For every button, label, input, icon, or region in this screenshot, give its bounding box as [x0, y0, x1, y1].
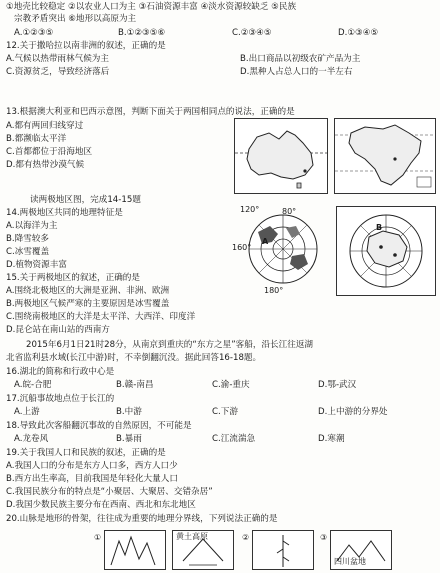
q18-option-a: A.龙卷风 — [14, 434, 49, 444]
q12-option-c: C.资源贫乏，导致经济落后 — [6, 67, 110, 77]
q18-stem: 18.导致此次客船翻沉事故的自然原因，不可能是 — [6, 421, 192, 431]
q14-stem: 14.两极地区共同的地理特征是 — [6, 208, 123, 218]
q17-option-d: D.上中游的分界处 — [318, 407, 388, 417]
mountain-label-1: ① — [94, 533, 102, 542]
q11-option-b: B.①②③⑤⑥ — [118, 28, 166, 38]
antarctic-mark-b: B — [376, 223, 383, 232]
q16-18-intro-line2: 北省监利县水域(长江中游)时，不幸倒翻沉没。据此回答16-18题。 — [6, 353, 262, 363]
q13-option-a: A.都有两回归线穿过 — [6, 121, 84, 131]
q19-option-c: C.我国民族分布的特点是“小聚居、大聚居、交错杂居” — [6, 487, 213, 497]
polar-intro: 读两极地区图，完成14-15题 — [30, 195, 141, 205]
q16-18-intro-line1: 2015年6月1日21时28分，从南京到重庆的“东方之星”客船，沿长江往返湖 — [26, 340, 314, 350]
brazil-map — [334, 118, 436, 194]
mountain-label-2: ② — [242, 533, 250, 542]
q16-option-a: A.皖-合肥 — [14, 380, 52, 390]
australia-map — [234, 118, 328, 194]
arctic-label-180: 180° — [264, 286, 284, 295]
arctic-label-80: 80° — [282, 207, 297, 216]
q18-option-d: D.寒潮 — [318, 434, 345, 444]
q11-option-d: D.①③④⑤ — [338, 28, 379, 38]
q12-option-d: D.黑种人占总人口的一半左右 — [240, 67, 353, 77]
q14-option-a: A.以海洋为主 — [6, 221, 58, 231]
arctic-polar-map — [238, 204, 328, 294]
arctic-label-160: 160° — [232, 243, 252, 252]
q15-option-d: D.昆仑站在南山站的西南方 — [6, 325, 110, 335]
q13-option-c: C.首都都位于沿海地区 — [6, 147, 93, 157]
q11-options-line1: ①地壳比较稳定 ②以农业人口为主 ③石油资源丰富 ④淡水资源较缺乏 ⑤民族 — [6, 2, 297, 12]
q13-option-d: D.都有热带沙漠气候 — [6, 160, 85, 170]
q11-option-c: C.②③④⑤ — [232, 28, 272, 38]
q19-stem: 19.关于我国人口和民族的叙述，正确的是 — [6, 448, 166, 458]
q15-option-b: B.两极地区气候严寒的主要原因是冰雪覆盖 — [6, 299, 170, 309]
q19-option-a: A.我国人口的分布是东方人口多，西方人口少 — [6, 461, 178, 471]
arctic-mark-a: A — [262, 237, 269, 246]
mountain-box-text-1: 黄土高原 — [176, 532, 208, 541]
q14-option-d: D.植物资源丰富 — [6, 260, 67, 270]
q15-stem: 15.关于两极地区的叙述，正确的是 — [6, 273, 140, 283]
q12-option-b: B.出口商品以初级农矿产品为主 — [240, 54, 361, 64]
q17-option-a: A.上游 — [14, 407, 40, 417]
q13-stem: 13.根据澳大利亚和巴西示意图，判断下面关于两国相同点的说法，正确的是 — [6, 107, 295, 117]
q19-option-b: B.西方出生率高，目前我国是年轻化大量人口 — [6, 474, 178, 484]
q11-options-line2: 宗教矛盾突出 ⑥地形以高原为主 — [14, 14, 137, 24]
q15-option-c: C.围绕南极地区的大洋是太平洋、大西洋、印度洋 — [6, 312, 196, 322]
mountain-diagram-1 — [104, 530, 166, 570]
antarctic-polar-map — [336, 206, 436, 296]
q13-option-b: B.都濒临太平洋 — [6, 134, 67, 144]
arctic-label-120: 120° — [240, 205, 260, 214]
q16-option-b: B.赣-南昌 — [116, 380, 154, 390]
q17-option-b: B.中游 — [116, 407, 142, 417]
q18-option-b: B.暴雨 — [116, 434, 142, 444]
q19-option-d: D.我国少数民族主要分布在西南、西北和东北地区 — [6, 500, 196, 510]
mountain-diagram-3 — [252, 530, 314, 570]
q16-option-c: C.渝-重庆 — [212, 380, 250, 390]
q14-option-c: C.冰雪覆盖 — [6, 247, 50, 257]
q12-option-a: A.气候以热带雨林气候为主 — [6, 54, 109, 64]
q11-option-a: A.①②③⑤ — [14, 28, 54, 38]
q20-stem: 20.山脉是地形的骨架，往往成为重要的地理分界线，下列说法正确的是 — [6, 514, 278, 524]
q16-stem: 16.湖北的简称和行政中心是 — [6, 367, 115, 377]
mountain-box-text-2: 四川盆地 — [334, 557, 366, 566]
q14-option-b: B.降雪较多 — [6, 234, 50, 244]
q12-stem: 12.关于撒哈拉以南非洲的叙述，正确的是 — [6, 41, 166, 51]
q15-option-a: A.围绕北极地区的大洲是亚洲、非洲、欧洲 — [6, 286, 170, 296]
q16-option-d: D.鄂-武汉 — [318, 380, 357, 390]
q17-stem: 17.沉船事故地点位于长江的 — [6, 394, 115, 404]
q18-option-c: C.江流湍急 — [212, 434, 256, 444]
mountain-label-3: ③ — [320, 533, 328, 542]
q17-option-c: C.下游 — [212, 407, 238, 417]
